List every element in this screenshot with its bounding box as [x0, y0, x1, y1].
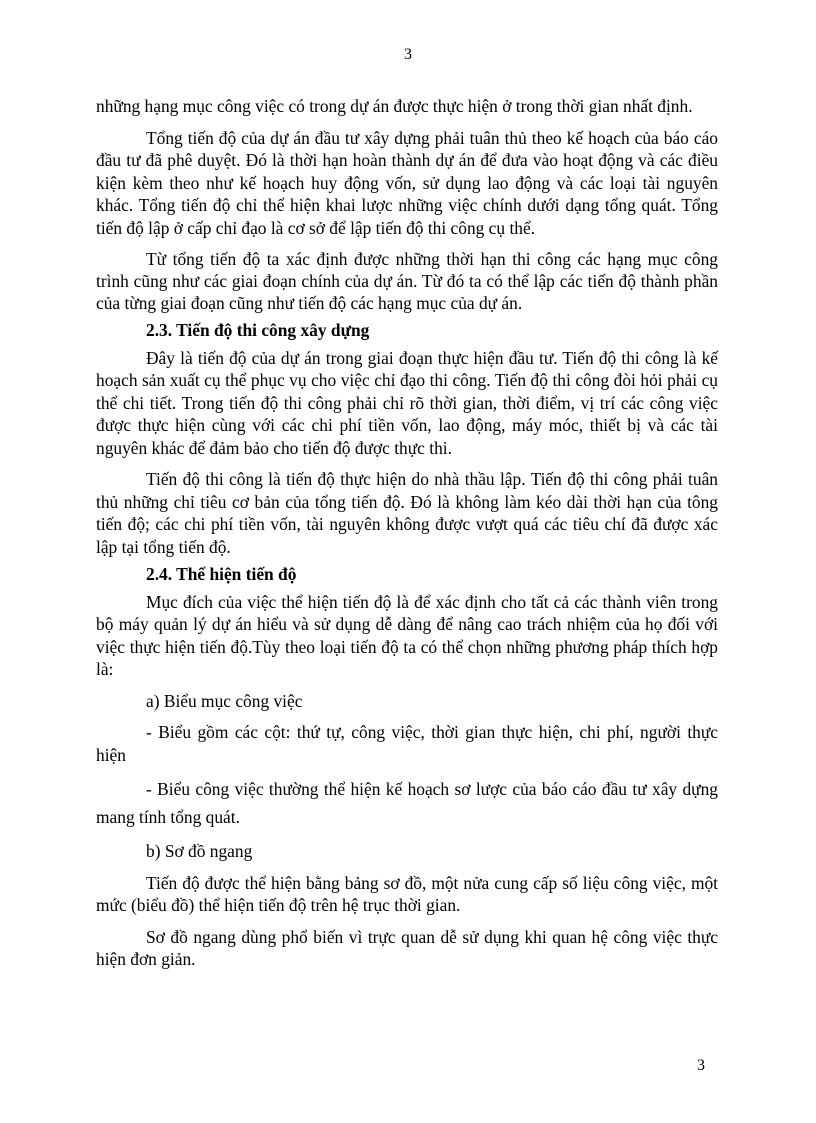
list-a-item-2: - Biểu công việc thường thể hiện kế hoạch sơ lược của báo cáo đầu tư xây dựng mang tính tổng quát. — [96, 779, 718, 827]
paragraph-8: Sơ đồ ngang dùng phổ biến vì trực quan dễ sử dụng khi quan hệ công việc thực hiện đơn giản. — [96, 926, 718, 969]
list-heading-a: a) Biểu mục công việc — [146, 690, 303, 711]
paragraph-6: Mục đích của việc thể hiện tiến độ là để xác định cho tất cả các thành viên trong bộ máy quản lý dự án hiểu và sử dụng dễ dàng để nâng cao trách nhiệm của họ đối với việc thực hiện tiến độ.Tùy theo loại tiến độ ta có thể chọn những phương pháp thích hợp là: — [96, 591, 718, 679]
paragraph-2: Tổng tiến độ của dự án đầu tư xây dựng phải tuân thủ theo kế hoạch của báo cáo đầu tư đã phê duyệt. Đó là thời hạn hoàn thành dự án để đưa vào hoạt động và các điều kiện kèm theo như kế hoạch huy động vốn, sử dụng lao động và các loại tài nguyên khác. Tổng tiến độ chỉ thể hiện khai lược những việc chính dưới dạng tổng quát. Tổng tiến độ lập ở cấp chỉ đạo là cơ sở để lập tiến độ thi công cụ thể. — [96, 127, 718, 238]
page-number-top: 3 — [404, 46, 412, 63]
paragraph-3: Từ tổng tiến độ ta xác định được những thời hạn thi công các hạng mục công trình cũng như các giai đoạn chính của dự án. Từ đó ta có thể lập các tiến độ thành phần của từng giai đoạn cũng như tiến độ các hạng mục của dự án. — [96, 249, 718, 313]
paragraph-4: Đây là tiến độ của dự án trong giai đoạn thực hiện đầu tư. Tiến độ thi công là kế hoạch sản xuất cụ thể phục vụ cho việc chỉ đạo thi công. Tiến độ thi công đòi hỏi phải cụ thể chi tiết. Trong tiến độ thi công phải chỉ rõ thời gian, thời điểm, vị trí các công việc được thực hiện cùng với các chi phí tiền vốn, lao động, máy móc, thiết bị và các tài nguyên khác để đảm bảo cho tiến độ được thực thi. — [96, 347, 718, 458]
list-a-item-1: - Biểu gồm các cột: thứ tự, công việc, thời gian thực hiện, chi phí, người thực hiện — [96, 722, 718, 765]
paragraph-5: Tiến độ thi công là tiến độ thực hiện do nhà thầu lập. Tiến độ thi công phải tuân thủ những chỉ tiêu cơ bản của tổng tiến độ. Đó là không làm kéo dài thời hạn của tông tiến độ; các chi phí tiền vốn, tài nguyên không được vượt quá các tiêu chí đã được xác lập tại tổng tiến độ. — [96, 469, 718, 557]
list-heading-b: b) Sơ đồ ngang — [146, 841, 253, 861]
page-number-bottom: 3 — [697, 1057, 705, 1074]
document-body — [96, 95, 718, 971]
heading-2-4: 2.4. Thể hiện tiến độ — [146, 564, 297, 584]
paragraph-1: những hạng mục công việc có trong dự án được thực hiện ở trong thời gian nhất định. — [96, 96, 693, 116]
heading-2-3: 2.3. Tiến độ thi công xây dựng — [146, 320, 370, 340]
paragraph-7: Tiến độ được thể hiện bằng bảng sơ đồ, một nửa cung cấp số liệu công việc, một mức (biểu đồ) thể hiện tiến độ trên hệ trục thời gian. — [96, 872, 718, 915]
